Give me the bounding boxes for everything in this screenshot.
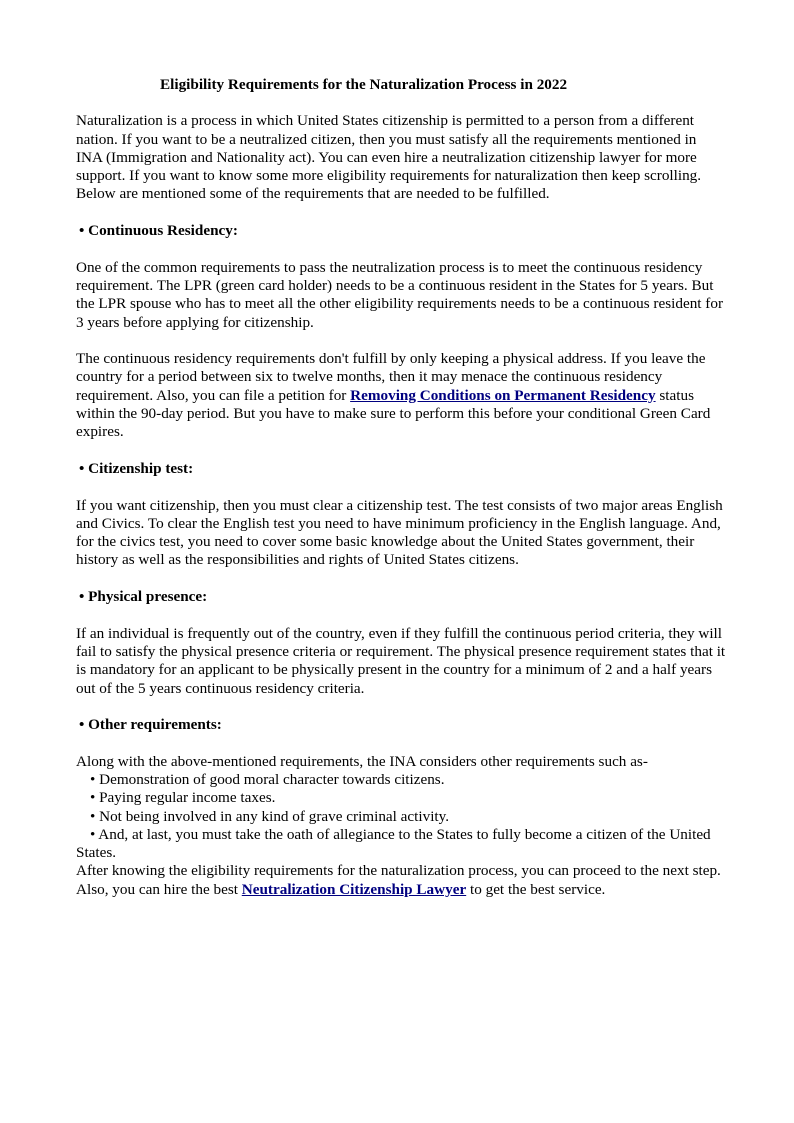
physical-presence-paragraph: If an individual is frequently out of the country, even if they fulfill the continuous period criteria, they will fail to satisfy the physical presence criteria or requirement. The physical presence requirement states that it is mandatory for an applicant to be physically present in the country for a minimum of 2 and a half years out of the 5 years continuous residency criteria. — [76, 624, 726, 697]
continuous-residency-paragraph-2 — [76, 350, 726, 441]
intro-paragraph: Naturalization is a process in which United States citizenship is permitted to a person from a different nation. If you want to be a neutralized citizen, then you must satisfy all the requirements mentioned in INA (Immigration and Nationality act). You can even hire a neutralization citizenship lawyer for more support. If you want to know some more eligibility requirements for naturalization then keep scrolling. Below are mentioned some of the requirements that are needed to be fulfilled. — [76, 112, 702, 203]
continuous-residency-paragraph-1: One of the common requirements to pass the neutralization process is to meet the continuous residency requirement. The LPR (green card holder) needs to be a continuous resident in the States for 5 years. But the LPR spouse who has to meet all the other eligibility requirements needs to be a continuous resident for 3 years before applying for citizenship. — [76, 258, 724, 331]
section-heading-citizenship-test: • Citizenship test: — [79, 459, 194, 477]
list-item: • Demonstration of good moral character towards citizens. — [90, 770, 445, 788]
section-heading-other-requirements: • Other requirements: — [79, 716, 222, 734]
section-heading-continuous-residency: • Continuous Residency: — [79, 222, 238, 240]
document-page — [76, 76, 726, 899]
other-requirements-paragraph: Along with the above-mentioned requirements, the INA considers other requirements such as- — [76, 752, 648, 770]
list-item: • Not being involved in any kind of grave criminal activity. — [90, 807, 450, 825]
paragraph-text: After knowing the eligibility requirements for the naturalization process, you can proceed to the next step. Also, you can hire the best — [76, 862, 721, 898]
removing-conditions-link[interactable]: Removing Conditions on Permanent Residency — [350, 386, 656, 404]
citizenship-test-paragraph: If you want citizenship, then you must clear a citizenship test. The test consists of two major areas English and Civics. To clear the English test you need to have minimum proficiency in the English language. And, for the civics test, you need to cover some basic knowledge about the United States government, their history as well as the responsibilities and rights of United States citizens. — [76, 496, 723, 569]
paragraph-text: The continuous residency requirements don't fulfill by only keeping a physical address. If you leave the country for a period between six to twelve months, then it may menace the continuous residency requirement. Also, you can file a petition for — [76, 350, 706, 404]
list-item: • Paying regular income taxes. — [90, 789, 276, 807]
paragraph-text: to get the best service. — [466, 880, 606, 898]
other-requirements-list — [76, 771, 726, 862]
paragraph-text: status within the 90-day period. But you have to make sure to perform this before your conditional Green Card expires. — [76, 386, 711, 441]
citizenship-lawyer-link[interactable]: Neutralization Citizenship Lawyer — [241, 880, 467, 898]
list-item: • And, at last, you must take the oath of allegiance to the States to fully become a citizen of the United States. — [76, 825, 711, 862]
page-title: Eligibility Requirements for the Naturalization Process in 2022 — [160, 76, 568, 93]
closing-paragraph — [76, 862, 726, 899]
section-heading-physical-presence: • Physical presence: — [79, 588, 208, 606]
